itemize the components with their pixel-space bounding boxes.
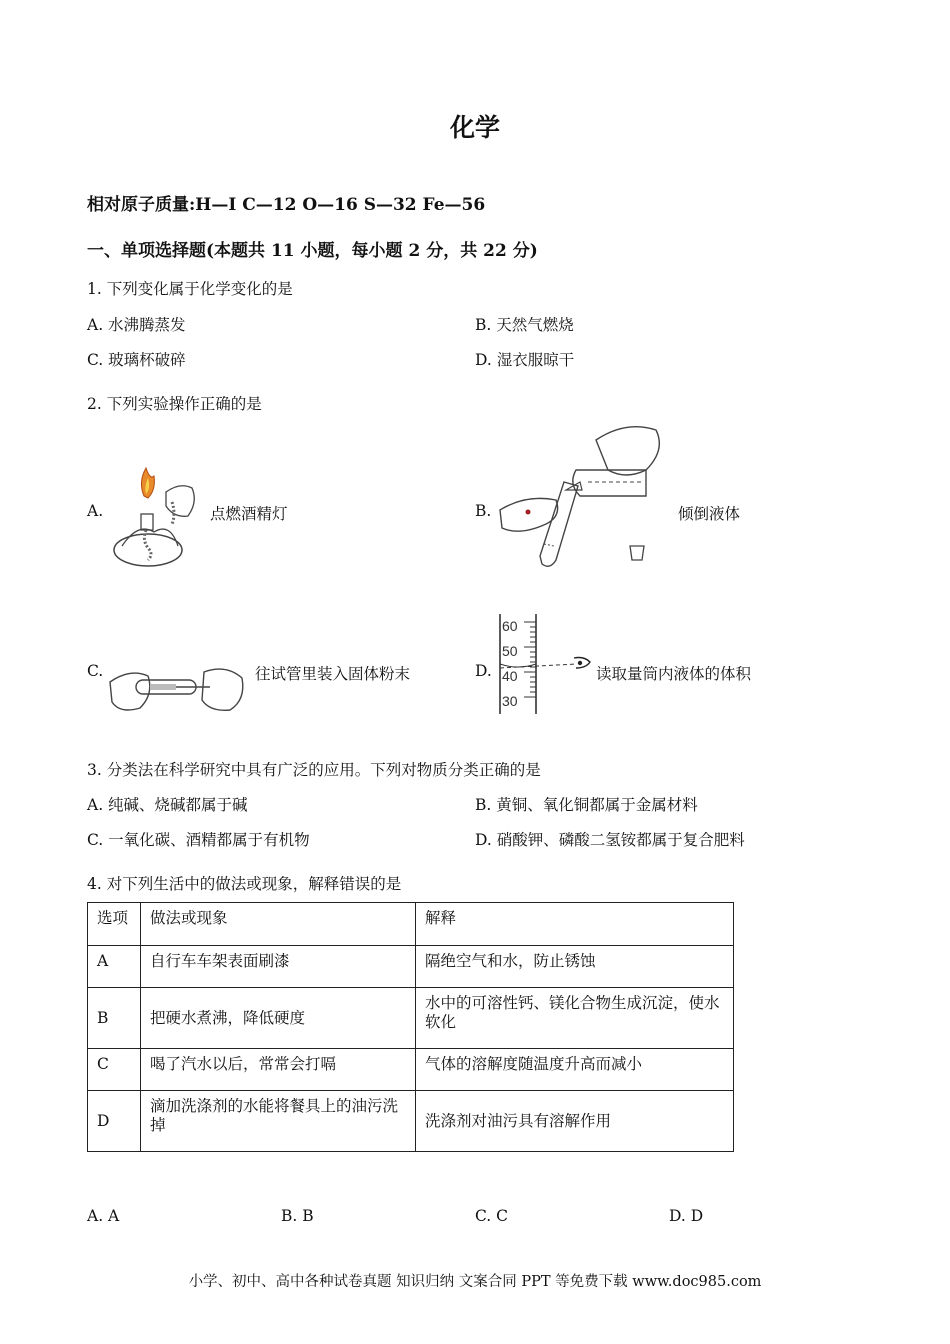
page-footer: 小学、初中、高中各种试卷真题 知识归纳 文案合同 PPT 等免费下载 www.doc985.com <box>188 1274 762 1290</box>
table-cell: D <box>88 1091 141 1152</box>
atomic-mass-line: 相对原子质量:H—I C—12 O—16 S—32 Fe—56 <box>87 195 486 215</box>
q2-option-a-text: 点燃酒精灯 <box>210 505 288 523</box>
table-cell: 隔绝空气和水，防止锈蚀 <box>416 946 734 988</box>
q1-stem: 1. 下列变化属于化学变化的是 <box>87 280 293 298</box>
q1-option-d: D. 湿衣服晾干 <box>475 351 575 369</box>
q2-stem: 2. 下列实验操作正确的是 <box>87 395 262 413</box>
table-header-cell: 选项 <box>88 903 141 946</box>
table-cell: 喝了汽水以后，常常会打嗝 <box>141 1049 416 1091</box>
loading-powder-illustration <box>106 660 248 716</box>
q2-option-a-label: A. <box>87 502 104 520</box>
q2-option-c-label: C. <box>87 662 104 680</box>
table-cell: C <box>88 1049 141 1091</box>
table-cell: 自行车车架表面刷漆 <box>141 946 416 988</box>
q4-option-d: D. D <box>669 1207 704 1225</box>
table-cell: 水中的可溶性钙、镁化合物生成沉淀，使水软化 <box>416 988 734 1049</box>
q3-option-c: C. 一氧化碳、酒精都属于有机物 <box>87 831 310 849</box>
page-title: 化学 <box>449 113 500 142</box>
q2-option-b-label: B. <box>475 502 492 520</box>
table-row <box>88 946 734 988</box>
q4-option-b: B. B <box>281 1207 314 1225</box>
q1-option-a: A. 水沸腾蒸发 <box>87 316 186 334</box>
cylinder-tick-label: 30 <box>502 693 518 709</box>
q4-stem: 4. 对下列生活中的做法或现象，解释错误的是 <box>87 875 402 893</box>
table-header-cell: 解释 <box>416 903 734 946</box>
table-header-row <box>88 903 734 946</box>
table-cell: 气体的溶解度随温度升高而减小 <box>416 1049 734 1091</box>
table-row <box>88 1091 734 1152</box>
pouring-liquid-illustration <box>496 420 676 572</box>
q3-option-b: B. 黄铜、氧化铜都属于金属材料 <box>475 796 698 814</box>
cylinder-tick-label: 40 <box>502 668 518 684</box>
alcohol-lamp-illustration <box>108 462 208 572</box>
q4-table <box>87 902 734 1152</box>
table-cell: B <box>88 988 141 1049</box>
table-row <box>88 1049 734 1091</box>
cylinder-tick-label: 50 <box>502 643 518 659</box>
table-cell: 滴加洗涤剂的水能将餐具上的油污洗掉 <box>141 1091 416 1152</box>
q4-option-a: A. A <box>87 1207 120 1225</box>
q3-option-a: A. 纯碱、烧碱都属于碱 <box>87 796 248 814</box>
q2-option-b-text: 倾倒液体 <box>678 505 741 523</box>
section-heading: 一、单项选择题(本题共 11 小题，每小题 2 分，共 22 分) <box>87 241 538 261</box>
q2-option-c-text: 往试管里装入固体粉末 <box>255 665 411 683</box>
q2-option-d-text: 读取量筒内液体的体积 <box>596 665 752 683</box>
q1-option-c: C. 玻璃杯破碎 <box>87 351 186 369</box>
table-cell: 洗涤剂对油污具有溶解作用 <box>416 1091 734 1152</box>
table-cell: A <box>88 946 141 988</box>
cylinder-tick-label: 60 <box>502 618 518 634</box>
q4-option-c: C. C <box>475 1207 509 1225</box>
q1-option-b: B. 天然气燃烧 <box>475 316 574 334</box>
q3-stem: 3. 分类法在科学研究中具有广泛的应用。下列对物质分类正确的是 <box>87 761 541 779</box>
table-cell: 把硬水煮沸，降低硬度 <box>141 988 416 1049</box>
q3-option-d: D. 硝酸钾、磷酸二氢铵都属于复合肥料 <box>475 831 745 849</box>
q2-option-d-label: D. <box>475 662 492 680</box>
table-row <box>88 988 734 1049</box>
table-header-cell: 做法或现象 <box>141 903 416 946</box>
graduated-cylinder-illustration <box>494 612 596 716</box>
